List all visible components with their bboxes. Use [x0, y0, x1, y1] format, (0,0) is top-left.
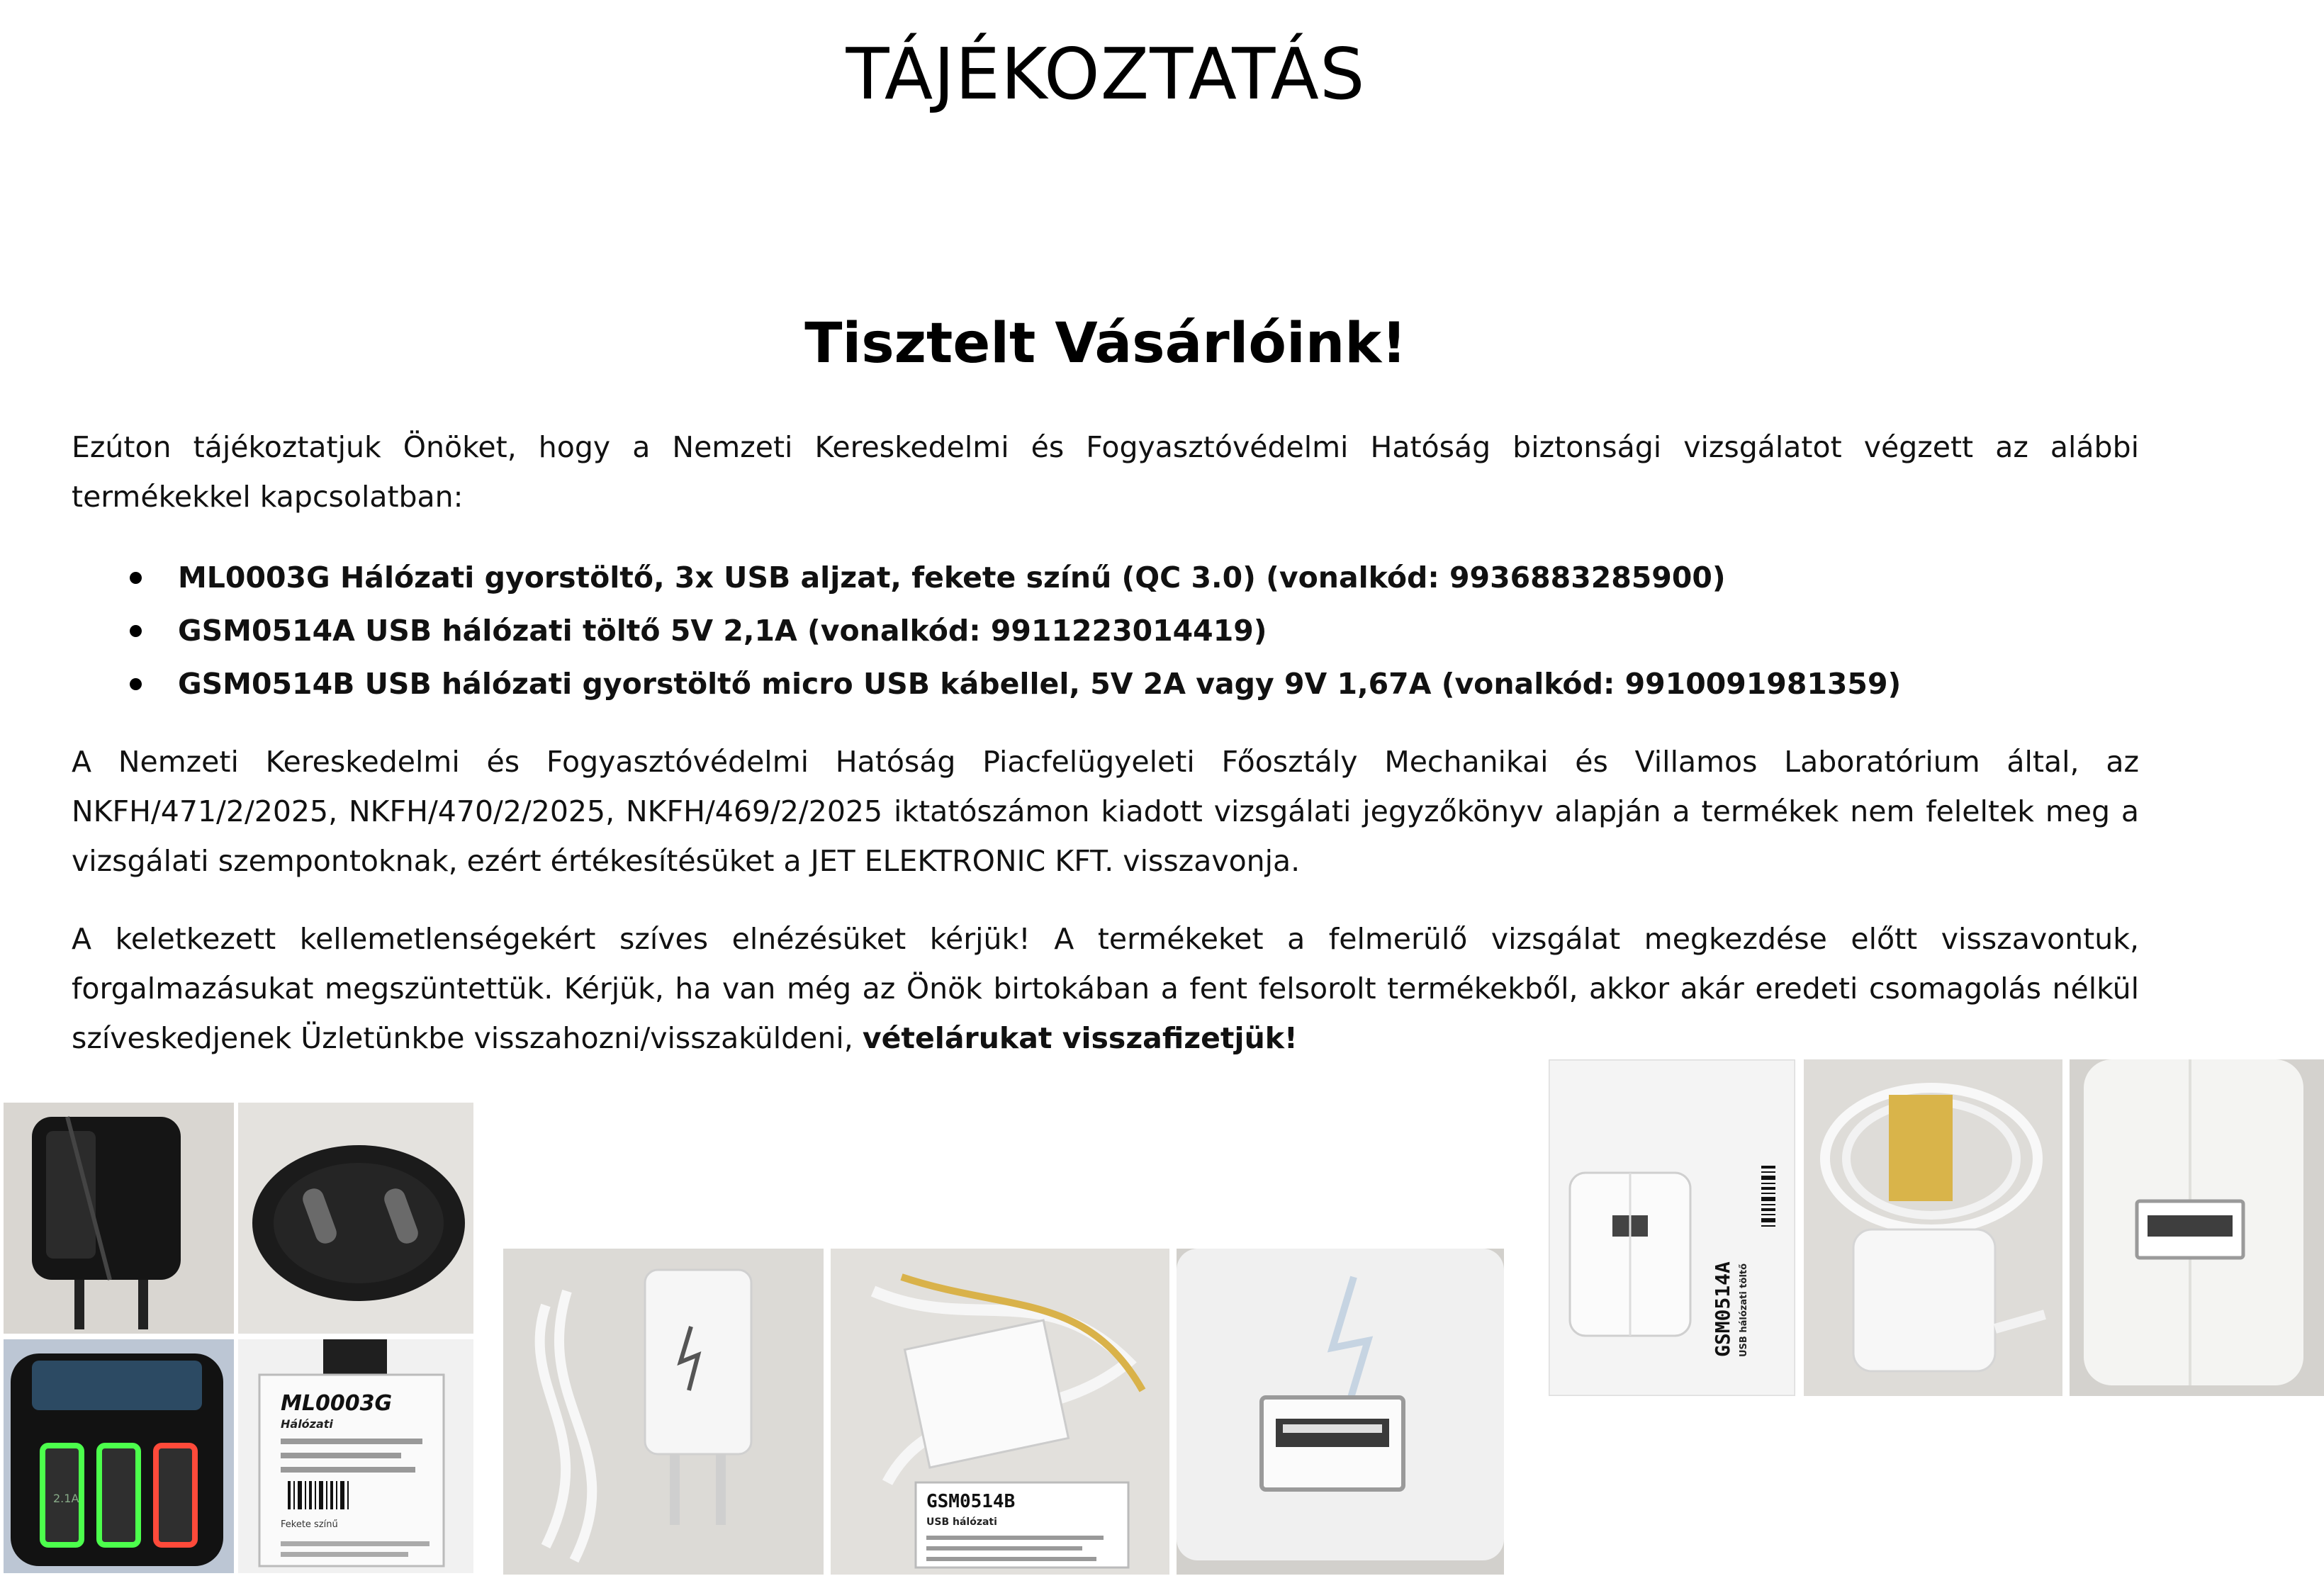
photo-ml0003g-usb-ports: [4, 1339, 234, 1573]
bullet-icon: [130, 678, 142, 690]
package-type-label: USB hálózati: [926, 1516, 997, 1528]
photo-gsm0514b-package: [831, 1249, 1169, 1575]
page-title: TÁJÉKOZTATÁS: [846, 33, 1366, 116]
refund-emphasis: vételárukat visszafizetjük!: [862, 1021, 1298, 1055]
port-label: 2.1A: [53, 1492, 79, 1505]
package-model-label: GSM0514B: [926, 1491, 1016, 1512]
photo-ml0003g-charger-front: [4, 1103, 234, 1334]
bullet-icon: [130, 572, 142, 584]
list-item: [72, 604, 2139, 658]
package-type-label: Hálózati: [281, 1417, 333, 1431]
lab-result-paragraph: A Nemzeti Kereskedelmi és Fogyasztóvédelmi Hatóság Piacfelügyeleti Főosztály Mechanikai és Villamos Laboratórium által, az NKFH/471/2/2025, NKFH/470/2/2025, NKFH/469/2/2025 iktatószámon kiadott vizsgálati jegyzőkönyv alapján a termékek nem feleltek meg a vizsgálati szempontoknak, ezért értékesítésüket a JET ELEKTRONIC KFT. visszavonja.: [72, 745, 2139, 878]
package-model-label: ML0003G: [281, 1391, 393, 1416]
intro-paragraph: Ezúton tájékoztatjuk Önöket, hogy a Nemzeti Kereskedelmi és Fogyasztóvédelmi Hatóság biztonsági vizsgálatot végzett az alábbi termékekkel kapcsolatban:: [72, 430, 2139, 514]
product-list: [72, 551, 2139, 711]
product-name: GSM0514A USB hálózati töltő 5V 2,1A (vonalkód: 9911223014419): [178, 614, 1267, 648]
greeting-heading: Tisztelt Vásárlóink!: [804, 312, 1407, 376]
list-item: [72, 551, 2139, 604]
photo-gsm0514a-box: [1549, 1059, 1795, 1396]
box-type-label: USB hálózati töltő: [1739, 1263, 1749, 1357]
photo-ml0003g-plug: [238, 1103, 473, 1334]
product-name: ML0003G Hálózati gyorstöltő, 3x USB aljzat, fekete színű (QC 3.0) (vonalkód: 9936883285900): [178, 561, 1726, 595]
photo-gsm0514a-usb-port: [2070, 1059, 2324, 1396]
box-model-label: GSM0514A: [1711, 1261, 1734, 1357]
product-name: GSM0514B USB hálózati gyorstöltő micro USB kábellel, 5V 2A vagy 9V 1,67A (vonalkód: 9910091981359): [178, 667, 1902, 701]
photo-gsm0514b-charger-cable: [503, 1249, 824, 1575]
apology-text: A keletkezett kellemetlenségekért szíves elnézésüket kérjük! A termékeket a felmerülő vizsgálat megkezdése előtt visszavontuk, forgalmazásukat megszüntettük. Kérjük, ha van még az Önök birtokában a fent felsorolt termékekből, akkor akár eredeti csomagolás nélkül szíveskedjenek Üzletünkbe visszahozni/visszaküldeni,: [72, 922, 2139, 1055]
photo-gsm0514a-charger-cable: [1804, 1059, 2062, 1396]
photo-gsm0514b-usb-port: [1177, 1249, 1504, 1575]
photo-ml0003g-package: [238, 1339, 473, 1573]
package-color-label: Fekete színű: [281, 1519, 338, 1530]
bullet-icon: [130, 625, 142, 637]
apology-paragraph: [72, 914, 2139, 1063]
list-item: [72, 658, 2139, 711]
